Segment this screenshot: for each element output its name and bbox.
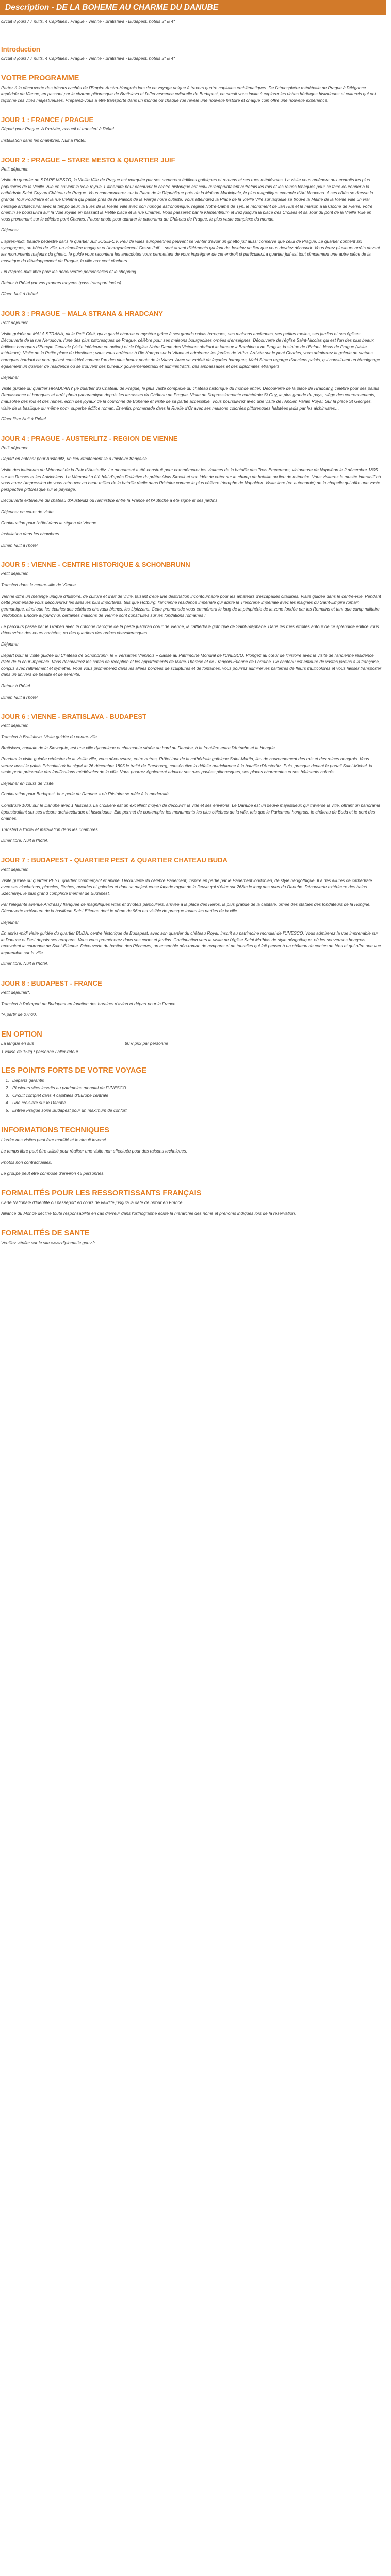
- day5-text: Petit déjeuner.: [1, 571, 29, 577]
- day7-text: Par l'élégante avenue Andrassy flanquée de magnifiques villas et d'hôtels particuliers, arrivée à la place des Héros, la plus grande de la capitale, ornée des statues des fondateurs de la Hongrie. Découverte extérieure de la basilique Saint Étienne dont le dôme de 96m est visible de presque toutes les parties de la ville.: [1, 902, 371, 913]
- day4-heading: JOUR 4 : PRAGUE - AUSTERLITZ - REGION DE VIENNE: [1, 434, 178, 443]
- day2-text: Visite du quartier de STARE MESTO, la Vieille Ville de Prague est marquée par ses nombreux édifices gothiques et romans et ses rues médiévales. La visite vous amènera aux endroits les plus populaires de la Vieille Ville en suivant la Voie royale. L'itinéraire pour découvrir le centre historique est celui qu'empruntaient autrefois les rois et les reines tchèques pour se faire couronner à la cathédrale Saint Guy au Château de Prague. Vous commencerez sur la Place de la République près de la Maison Municipale, le plus magnifique exemple d'Art Nouveau. A ses côtés se dresse la grande Tour Poudrière et la rue Celetná qui passe près de la Maison de la Vierge noire cubiste. Vous atteindrez la Place de la Vieille Ville sur laquelle se trouve la Mairie de la Vieille Ville un vrai héritage architectural avec la tempo deux la 8 les de la Vieille Ville avec son horloge astronomique, l'église Notre-Dame de Týn, le monument de Jan Hus et la maison à la Cloche de Pierre. Votre chemin se poursuivra sur la Voie royale en passant la Petite place et la rue Charles. Vous passerez par le Klementinum et irez jusqu'à la place des Croisés et sa Tour du pont de la Vieille Ville en vous promenant sur le célèbre pont Charles. Pause photo pour admirer le panorama du Château de Prague, le plus vaste complexe du monde.: [1, 177, 373, 222]
- technical-info-text: Photos non contractuelles.: [1, 1159, 52, 1165]
- day8-text: Petit déjeuner*.: [1, 990, 31, 995]
- day3-heading: JOUR 3 : PRAGUE – MALA STRANA & HRADCANY: [1, 310, 163, 318]
- day3-text: Visite guidée du quartier HRADCANY (le quartier du Château de Prague, le plus vaste complexe du château historique du monde entier. Découverte de la place de Hradčany, célèbre pour ses palais Renaissance et baroques et arrêt photo panoramique depuis les terrasses du Château de Prague. Visite de l'impressionnante cathédrale St Guy, la plus grande du pays, siège des couronnements, mausolée des rois et des reines, écrin des joyaux de la couronne de Bohême et visite de sa partie accessible. Vous poursuivrez avec une visite de l'Ancien Palais Royal. Sur la place St Georges, visite de la basilique du même nom, superbe édifice roman. Et enfin, promenade dans la Ruelle d'Or avec ses maisons colorées pittoresques habitées jadis par les alchimistes…: [1, 385, 379, 411]
- day7-text: Petit déjeuner.: [1, 866, 29, 872]
- technical-info-text: L'ordre des visites peut être modifié et le circuit inversé.: [1, 1137, 107, 1143]
- day6-text: Dîner libre. Nuit à l'hôtel.: [1, 838, 48, 843]
- day4-text: Dîner. Nuit à l'hôtel.: [1, 542, 39, 548]
- day1-heading: JOUR 1 : FRANCE / PRAGUE: [1, 116, 94, 124]
- option-row: [1, 1049, 382, 1054]
- day6-heading: JOUR 6 : VIENNE - BRATISLAVA - BUDAPEST: [1, 713, 146, 721]
- day5-text: Déjeuner.: [1, 641, 20, 647]
- day3-text: Petit déjeuner.: [1, 320, 29, 326]
- formalities-text: Alliance du Monde décline toute responsabilité en cas d'erreur dans l'orthographe écrite la hiérarchie des noms et prénoms indiqués lors de la réservation.: [1, 1211, 296, 1216]
- day6-text: Continuation pour Budapest, la « perle du Danube » où l'histoire se mêle à la modernité.: [1, 791, 170, 797]
- option-value: [125, 1049, 382, 1054]
- programme-text: Partez à la découverte des trésors cachés de l'Empire Austro-Hongrois lors de ce voyage unique à travers quatre capitales emblématiques. De l'atmosphère médiévale de Prague à l'élégance impériale de Vienne, en passant par le charme pittoresque de Bratislava et l'effervescence culturelle de Budapest, ce circuit vous invite à explorer les riches héritages historiques et culturels qui ont façonné ces villes majestueuses. Préparez-vous à être transporté dans un monde où chaque rue révèle une nouvelle histoire et chaque coin offre une nouvelle expérience.: [1, 84, 376, 103]
- highlights-heading: LES POINTS FORTS DE VOTRE VOYAGE: [1, 1066, 147, 1075]
- day4-text: Découverte extérieure du château d'Austerlitz où l'armistice entre la France et l'Autriche a été signé et ses jardins.: [1, 498, 219, 503]
- introduction-heading: Introduction: [1, 45, 40, 53]
- day2-heading: JOUR 2 : PRAGUE – STARE MESTO & QUARTIER JUIF: [1, 156, 175, 164]
- day7-heading: JOUR 7 : BUDAPEST - QUARTIER PEST & QUARTIER CHATEAU BUDA: [1, 856, 227, 864]
- technical-info-text: Le groupe peut être composé d'environ 45 personnes.: [1, 1171, 105, 1176]
- day5-text: Vienne offre un mélange unique d'histoire, de culture et d'art de vivre, faisant d'elle une destination incontournable pour les amateurs d'escapades citadines. Visite guidée dans le centre-ville. Pendant cette promenade vous découvrirez les sites les plus importants, tels que Hofburg, l'ancienne résidence impériale qui abrite la Trésorerie impériale avec les insignes du Saint-Empire romain germanique, ainsi que les écuries des célèbres chevaux blancs, les Lipizzans. Cette promenade vous emmènera le long de la périphérie de la zone fondée par les Romains et tant que camp militaire Vindobona. Encore aujourd'hui, certaines maisons de Vienne sont construites sur les fondations romaines !: [1, 593, 381, 618]
- day5-heading: JOUR 5 : VIENNE - CENTRE HISTORIQUE & SCHONBRUNN: [1, 561, 190, 569]
- day3-text: Visite guidée de MALA STRANA, dit le Petit Côté, qui a gardé charme et mystère grâce à ses grands palais baroques, ses maisons anciennes, ses petites ruelles, ses jardins et ses églises. Découverte de la rue Nerudova, l'une des plus pittoresques de Prague, célèbre pour ses maisons bourgeoises ornées d'enseignes. Découverte de l'église Saint-Nicolas qui est l'un des plus beaux édifices baroques d'Europe Centrale (visite intérieure en option) et de l'église Notre Dame des Victoires abritant le fameux « Bambino » de Prague, la statue de l'Enfant Jésus de Prague (visite intérieure). Visite de la Petite place du Hostinec ; vous vous arrêterez à l'île Kampa sur la Vltava et admirerez les jardins de Vrtba. Arrivée sur le pont Charles, vous admirerez la galerie de statues baroques bordant ce pont qui est considéré comme l'un des plus beaux ponts de la Vltava. Avec sa variété de façades baroques, Malá Strana regorge d'anciens palais, qui constituent un témoignage également un quartier de résidence où se trouvent des bureaux gouvernementaux et administratifs, des ambassades et des diplomates étrangers.: [1, 331, 380, 369]
- technical-info-heading: INFORMATIONS TECHNIQUES: [1, 1126, 109, 1135]
- day6-text: Déjeuner en cours de visite.: [1, 780, 55, 786]
- day8-text: Transfert à l'aéroport de Budapest en fonction des horaires d'avion et départ pour la France.: [1, 1001, 177, 1006]
- day6-text: Bratislava, capitale de la Slovaquie, est une ville dynamique et charmante située au bord du Danube, à la frontière entre l'Autriche et la Hongrie.: [1, 745, 276, 751]
- day7-text: Dîner libre. Nuit à l'hôtel.: [1, 961, 48, 967]
- day6-text: Construite 1000 sur le Danube avec 1 faisceau. La croisière est un excellent moyen de découvrir la ville et ses environs. Le Danube est un fleuve majestueux qui traverse la ville, offrant un panorama époustouflant sur ses trésors architecturaux et historiques. Elle permet de contempler les monuments les plus célèbres de la ville, tels que le Parlement hongrois, le château de Buda et le pont des chaînes.: [1, 802, 381, 821]
- option-label: 1 valise de 15kg / personne / aller-retour: [1, 1048, 78, 1054]
- day5-text: Le parcours passe par le Graben avec la colonne baroque de la peste jusqu'au cœur de Vienne, la cathédrale gothique de Saint-Stéphane. Dans les rues étroites autour de ce splendide édifice vous découvrirez des cours cachées, ou des quartiers des ordres chevaleresques.: [1, 623, 379, 636]
- formalities-heading: FORMALITÉS POUR LES RESSORTISSANTS FRANÇAIS: [1, 1189, 202, 1197]
- day6-text: Petit déjeuner.: [1, 723, 29, 728]
- list-item: 3. Circuit complet dans 4 capitales d'Europe centrale: [10, 1092, 382, 1099]
- day2-text: Fin d'après-midi libre pour les découvertes personnelles et le shopping.: [1, 269, 138, 275]
- list-item: 5. Entrée Prague sorte Budapest pour un maximum de confort: [10, 1107, 382, 1114]
- day4-text: Petit déjeuner.: [1, 445, 29, 450]
- day2-text: Déjeuner.: [1, 227, 20, 233]
- list-item: 4. Une croisière sur le Danube: [10, 1099, 382, 1107]
- day4-text: Déjeuner en cours de visite.: [1, 509, 55, 514]
- day1-text: Départ pour Prague. A l'arrivée, accueil et transfert à l'hôtel.: [1, 126, 115, 132]
- day6-text: Pendant la visite guidée pédestre de la vieille ville, vous découvrirez, entre autres, l'hôtel tour de la cathédrale gothique Saint-Martin, lieu de couronnement des rois et des reines hongrois. Vous verrez aussi le palais Primatial où fut signé le 26 décembre 1805 le traité de Presbourg, consécutive la défaite autrichienne à la bataille d'Austerlitz. Puis, presque devant le portail Saint-Michel, la seule porte préservée des fortifications médiévales de la ville. Vous pourrez également admirer ses rues pavées pittoresques, ses places charmantes et ses bâtiments colorés.: [1, 756, 372, 775]
- day2-text: L'après-midi, balade pédestre dans le quartier Juif JOSEFOV. Peu de villes européennes peuvent se vanter d'avoir un ghetto juif aussi conservé que celui de Prague. Le quartier contient six synagogues, un hôtel de ville, un cimetière magique et l'incroyablement Gesso Juif… sont autant d'éléments qui font de Josefov un lieu que vous devriez découvrir. Vous ferez plusieurs arrêts devant les monuments majeurs du ghetto, le guide vous racontera les anecdotes vous permettant de vous imprégner de cet endroit si particulier.La quartier juif est tout simplement une autre pièce de la mosaïque du développement de Prague, la ville aux cent clochers.: [1, 238, 380, 263]
- day5-text: Retour à l'hôtel.: [1, 683, 31, 689]
- formalities-text: Carte Nationale d'Identité ou passeport en cours de validité jusqu'à la date de retour en France.: [1, 1199, 184, 1205]
- option-heading: EN OPTION: [1, 1030, 42, 1039]
- day6-text: Transfert à l'hôtel et installation dans les chambres.: [1, 826, 99, 832]
- day7-text: Visite guidée du quartier PEST, quartier commerçant et animé. Découverte du célèbre Parlement, inspiré en partie par le Parlement londonien, de style néogothique. Il a des allures de cathédrale avec ses clochetons, pinacles, flèches, arcades et galeries et dont sa majestueuse façade rogue de la fleuve qui s'étire sur 268m le long des rives du Danube. Découverte extérieure des bains Szechenyi, le plus grand complexe thermal de Budapest.: [1, 877, 372, 896]
- day4-text: Visite des intérieurs du Mémorial de la Paix d'Austerlitz. Le monument a été construit pour commémorer les victimes de la bataille des Trois Empereurs, victorieuse de Napoléon le 2 décembre 1805 sur les Russes et les Autrichiens. Le Mémorial a été bâti d'après l'initiative du prêtre Alois Slovak et son idée de créer sur le champ de bataille un lieu de mémoire. Vous visiterez le musée interactif où vous aurez l'impression de vous retrouver au beau milieu de la bataille réelle dans l'histoire comme le plus célèbre triomphe de Napoléon. Visite libre (en autonomie) de la chapelle qui offre une vaste perspective pittoresque sur le paysage.: [1, 467, 381, 492]
- day5-text: Transfert dans le centre-ville de Vienne.: [1, 582, 77, 587]
- day3-text: Dîner libre.Nuit à l'hôtel.: [1, 416, 47, 422]
- highlights-list: [10, 1077, 382, 1114]
- day8-heading: JOUR 8 : BUDAPEST - FRANCE: [1, 979, 102, 988]
- day5-text: Départ pour la visite guidée du Château de Schönbrunn, le « Versailles Viennois » classé au Patrimoine Mondial de l'UNESCO. Plongez au cœur de l'histoire avec la visite de l'ancienne résidence d'été de la cour impériale. Vous découvrirez les salles de réception et les appartements de Marie-Thérèse et de François-Étienne de Lorraine. Ce château est entouré de vastes jardins à la française, conçus avec raffinement et symétrie. Vous vous promènerez dans les allées bordées de sculptures et de fontaines, vous pourrez admirer les parterres de fleurs multicolores et vous laisser transporter dans un univers de beauté et de sérénité.: [1, 652, 382, 677]
- option-row: [1, 1041, 382, 1046]
- health-heading: FORMALITÉS DE SANTE: [1, 1229, 90, 1238]
- list-item: 1. Départs garantis: [10, 1077, 382, 1084]
- day2-text: Petit déjeuner.: [1, 166, 29, 172]
- option-value: 80 € prix par personne: [125, 1040, 168, 1046]
- day7-text: En après-midi visite guidée du quartier BUDA, centre historique de Budapest, avec son quartier du château Royal, inscrit au patrimoine mondial de l'UNESCO. Vous admirerez la vue imprenable sur le Danube et Pest depuis ses remparts. Vous vous promènerez dans ses cours et jardins. Continuation vers la visite de l'église Saint Mathias de style néogothique, où les souverains hongrois recevaient la couronne de Saint-Étienne. Découverte du bastion des Pêcheurs, un ensemble néo-roman de remparts et de tourelles qui fait penser à un château de contes de fées et qui offre une vue imprenable sur la ville.: [1, 930, 381, 955]
- day2-text: Retour à l'hôtel par vos propres moyens (pass transport inclus).: [1, 280, 123, 285]
- day5-text: Dîner. Nuit à l'hôtel.: [1, 694, 39, 700]
- day3-text: Déjeuner.: [1, 375, 20, 380]
- day4-text: Départ en autocar pour Austerlitz, un lieu étroitement lié à l'histoire française.: [1, 456, 149, 462]
- option-label: La langue en sus: [1, 1040, 34, 1046]
- page: [0, 0, 391, 1246]
- content: [0, 19, 386, 1246]
- programme-heading: VOTRE PROGRAMME: [1, 74, 79, 82]
- health-text: Veuillez vérifier sur le site www.diplomatie.gouv.fr .: [1, 1240, 98, 1245]
- technical-info-text: Le temps libre peut être utilisé pour réaliser une visite non effectuée pour des raisons techniques.: [1, 1148, 187, 1154]
- day4-text: Continuation pour l'hôtel dans la région de Vienne.: [1, 520, 98, 526]
- day4-text: Installation dans les chambres.: [1, 531, 60, 537]
- day7-text: Déjeuner.: [1, 919, 20, 925]
- list-item: 2. Plusieurs sites inscrits au patrimoine mondial de l'UNESCO: [10, 1084, 382, 1092]
- day8-text: *A partir de 07h00.: [1, 1012, 37, 1018]
- page-title: Description - DE LA BOHEME AU CHARME DU DANUBE: [0, 0, 386, 15]
- day2-text: Dîner. Nuit à l'hôtel.: [1, 291, 39, 297]
- day6-text: Transfert à Bratislava. Visite guidée du centre-ville.: [1, 734, 99, 739]
- trip-summary: circuit 8 jours / 7 nuits, 4 Capitales : Prague - Vienne - Bratislava - Budapest, hôtels 3* & 4*: [1, 19, 175, 24]
- introduction-text: circuit 8 jours / 7 nuits, 4 Capitales : Prague - Vienne - Bratislava - Budapest, hôtels 3* & 4*: [1, 56, 175, 61]
- day1-text: Installation dans les chambres. Nuit à l'hôtel.: [1, 137, 87, 143]
